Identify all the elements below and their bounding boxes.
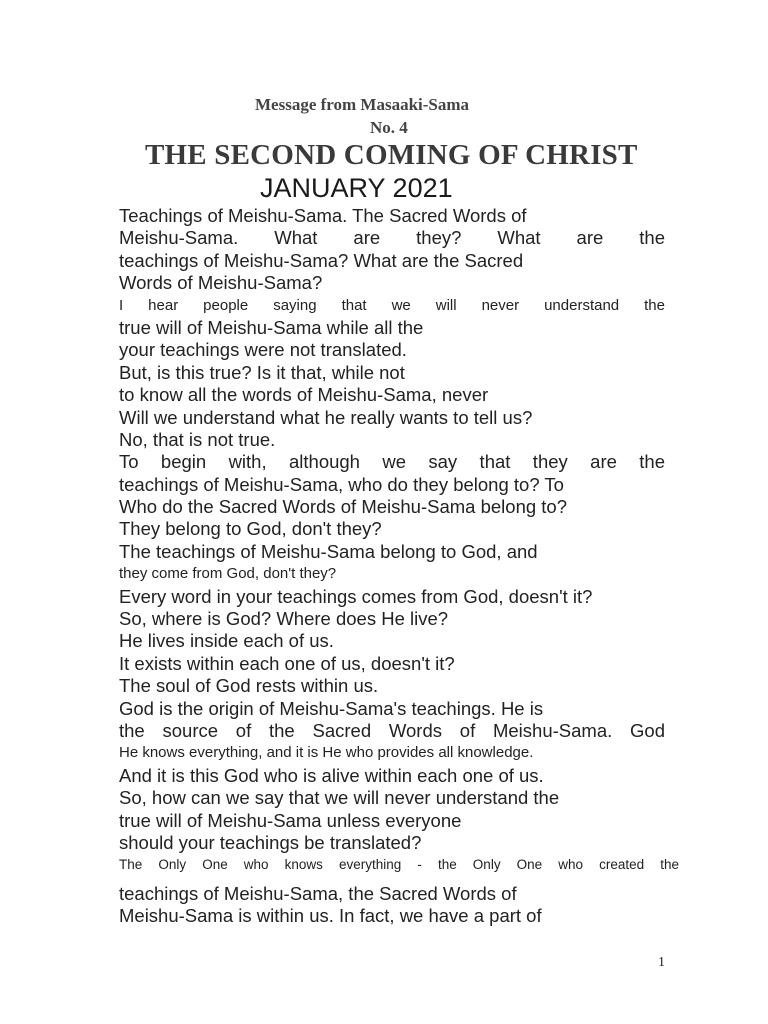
- message-subtitle: Message from Masaaki-Sama: [255, 95, 470, 114]
- body-line: The soul of God rests within us.: [119, 675, 379, 697]
- page-number: 1: [658, 955, 665, 970]
- body-line: teachings of Meishu-Sama, the Sacred Words of: [119, 882, 517, 904]
- body-line: He knows everything, and it is He who provides all knowledge.: [119, 744, 534, 762]
- body-text: [119, 205, 679, 928]
- body-line: It exists within each one of us, doesn't it?: [119, 652, 455, 674]
- body-line: Every word in your teachings comes from God, doesn't it?: [119, 585, 593, 607]
- body-line: I hear people saying that we will never understand the: [119, 296, 665, 314]
- body-line: God is the origin of Meishu-Sama's teachings. He is: [119, 697, 544, 719]
- document-title: THE SECOND COMING OF CHRIST: [145, 139, 638, 171]
- body-line: true will of Meishu-Sama unless everyone: [119, 809, 462, 831]
- body-line: So, how can we say that we will never understand the: [119, 787, 560, 809]
- body-line: But, is this true? Is it that, while not: [119, 361, 405, 383]
- body-line: true will of Meishu-Sama while all the: [119, 316, 424, 338]
- message-number: No. 4: [370, 118, 408, 137]
- body-line: should your teachings be translated?: [119, 831, 422, 853]
- body-line: Words of Meishu-Sama?: [119, 272, 323, 294]
- body-line: your teachings were not translated.: [119, 339, 407, 361]
- body-line: Will we understand what he really wants to tell us?: [119, 406, 533, 428]
- body-line: to know all the words of Meishu-Sama, never: [119, 384, 489, 406]
- body-line: They belong to God, don't they?: [119, 518, 382, 540]
- body-line: Meishu-Sama. What are they? What are the: [119, 227, 665, 249]
- body-line: Meishu-Sama is within us. In fact, we have a part of: [119, 905, 542, 927]
- body-line: they come from God, don't they?: [119, 565, 337, 583]
- body-line: Who do the Sacred Words of Meishu-Sama belong to?: [119, 496, 568, 518]
- body-line: The Only One who knows everything - the Only One who created the: [119, 857, 679, 873]
- body-line: And it is this God who is alive within each one of us.: [119, 764, 544, 786]
- body-line: Teachings of Meishu-Sama. The Sacred Words of: [119, 205, 527, 226]
- body-line: The teachings of Meishu-Sama belong to God, and: [119, 540, 538, 562]
- body-line: teachings of Meishu-Sama? What are the Sacred: [119, 249, 524, 271]
- body-line: the source of the Sacred Words of Meishu-Sama. God: [119, 719, 665, 741]
- document-date: JANUARY 2021: [260, 173, 453, 203]
- body-line: To begin with, although we say that they are the: [119, 451, 665, 473]
- body-line: teachings of Meishu-Sama, who do they belong to? To: [119, 473, 564, 495]
- body-line: He lives inside each of us.: [119, 630, 334, 652]
- body-line: So, where is God? Where does He live?: [119, 608, 449, 630]
- body-line: No, that is not true.: [119, 428, 276, 450]
